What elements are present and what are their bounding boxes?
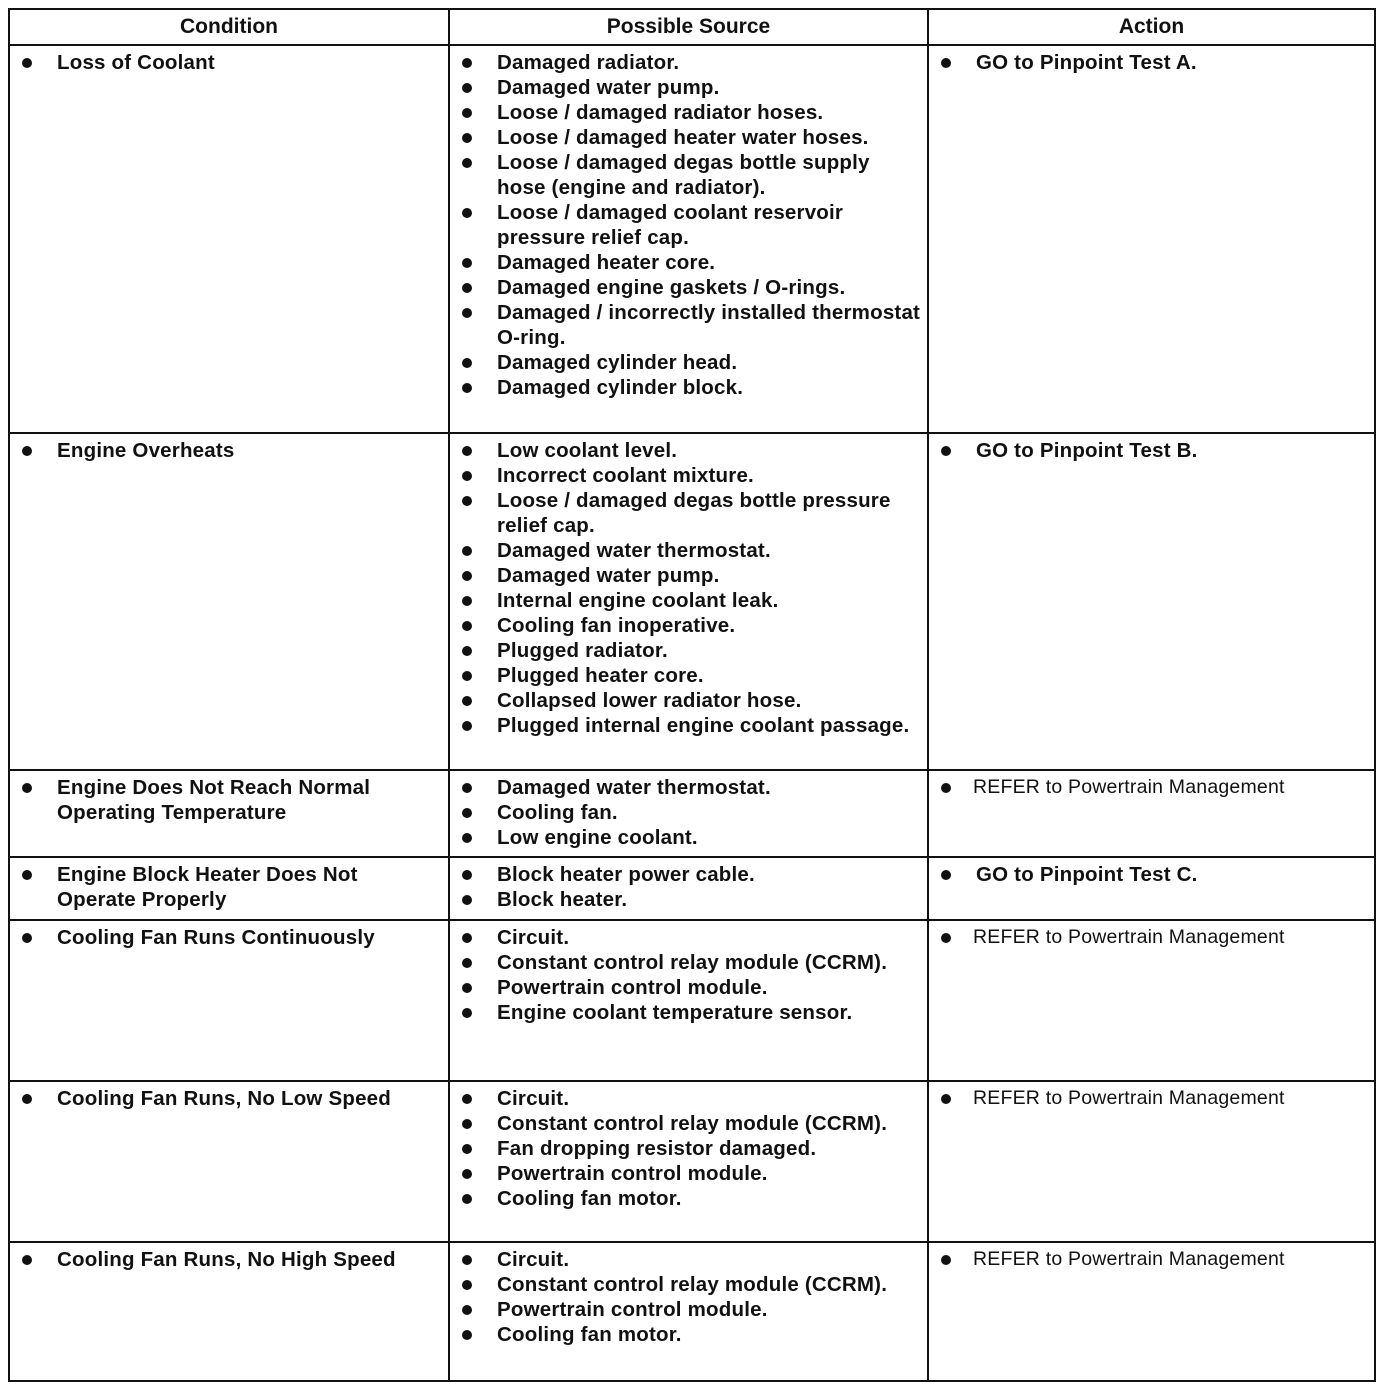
bullet-icon	[462, 1119, 472, 1129]
bullet-icon	[462, 870, 472, 880]
source-text: Cooling fan inoperative.	[497, 614, 736, 637]
bullet-icon	[462, 358, 472, 368]
bullet-icon	[22, 58, 32, 68]
table-row	[9, 1242, 1375, 1381]
action-text: REFER to Powertrain Management	[973, 776, 1285, 798]
source-list	[450, 1243, 927, 1347]
action-item	[929, 1247, 1368, 1272]
source-item	[450, 1297, 921, 1322]
condition-list	[10, 1243, 448, 1272]
condition-item	[10, 1086, 442, 1111]
bullet-icon	[462, 496, 472, 506]
action-cell	[928, 1242, 1375, 1381]
bullet-icon	[462, 158, 472, 168]
possible-source-cell	[449, 920, 928, 1081]
source-text: Damaged engine gaskets / O-rings.	[497, 276, 846, 299]
source-text: Block heater.	[497, 888, 628, 911]
action-item	[929, 775, 1368, 800]
table-row	[9, 770, 1375, 857]
bullet-icon	[462, 1094, 472, 1104]
action-cell	[928, 920, 1375, 1081]
bullet-icon	[462, 621, 472, 631]
action-column-header: Action	[928, 9, 1375, 45]
table-row	[9, 1081, 1375, 1242]
bullet-icon	[462, 1169, 472, 1179]
source-item	[450, 1186, 921, 1211]
source-text: Cooling fan motor.	[497, 1187, 682, 1210]
bullet-icon	[941, 783, 951, 793]
action-cell	[928, 857, 1375, 920]
source-item	[450, 375, 921, 400]
possible-source-cell	[449, 1242, 928, 1381]
possible-source-cell	[449, 45, 928, 433]
action-cell	[928, 1081, 1375, 1242]
action-list	[929, 858, 1374, 887]
action-cell	[928, 45, 1375, 433]
action-item	[929, 925, 1368, 950]
bullet-icon	[462, 721, 472, 731]
bullet-icon	[941, 58, 951, 68]
bullet-icon	[462, 383, 472, 393]
bullet-icon	[941, 870, 951, 880]
source-item	[450, 613, 921, 638]
action-cell	[928, 433, 1375, 770]
table-row	[9, 920, 1375, 1081]
action-list	[929, 1082, 1374, 1111]
source-text: Powertrain control module.	[497, 976, 768, 999]
source-text: Plugged radiator.	[497, 639, 668, 662]
bullet-icon	[462, 546, 472, 556]
action-text: REFER to Powertrain Management	[973, 1087, 1285, 1109]
table-row	[9, 857, 1375, 920]
action-text: REFER to Powertrain Management	[973, 926, 1285, 948]
bullet-icon	[941, 1094, 951, 1104]
condition-item	[10, 50, 442, 75]
source-text: Loose / damaged radiator hoses.	[497, 101, 824, 124]
bullet-icon	[22, 1094, 32, 1104]
bullet-icon	[941, 1255, 951, 1265]
source-text: Loose / damaged degas bottle supply hose (engine and radiator).	[497, 151, 870, 199]
source-item	[450, 638, 921, 663]
bullet-icon	[462, 58, 472, 68]
source-text: Loose / damaged degas bottle pressure relief cap.	[497, 489, 891, 537]
bullet-icon	[462, 1008, 472, 1018]
bullet-icon	[462, 258, 472, 268]
source-list	[450, 921, 927, 1025]
bullet-icon	[462, 696, 472, 706]
possible-source-cell	[449, 857, 928, 920]
source-list	[450, 858, 927, 912]
source-text: Fan dropping resistor damaged.	[497, 1137, 817, 1160]
condition-cell	[9, 45, 449, 433]
action-item	[929, 862, 1368, 887]
source-text: Damaged heater core.	[497, 251, 716, 274]
source-text: Constant control relay module (CCRM).	[497, 1273, 888, 1296]
bullet-icon	[462, 833, 472, 843]
source-item	[450, 200, 921, 250]
bullet-icon	[462, 1194, 472, 1204]
action-item	[929, 438, 1368, 463]
condition-cell	[9, 433, 449, 770]
bullet-icon	[462, 1144, 472, 1154]
source-text: Cooling fan motor.	[497, 1323, 682, 1346]
bullet-icon	[462, 1330, 472, 1340]
possible-source-cell	[449, 433, 928, 770]
source-list	[450, 771, 927, 850]
source-text: Damaged water thermostat.	[497, 776, 771, 799]
source-item	[450, 1272, 921, 1297]
possible-source-cell	[449, 1081, 928, 1242]
condition-item	[10, 1247, 442, 1272]
bullet-icon	[462, 1305, 472, 1315]
condition-cell	[9, 857, 449, 920]
bullet-icon	[22, 870, 32, 880]
action-list	[929, 1243, 1374, 1272]
source-list	[450, 46, 927, 400]
bullet-icon	[462, 783, 472, 793]
source-item	[450, 250, 921, 275]
source-item	[450, 125, 921, 150]
condition-item	[10, 775, 442, 825]
action-cell	[928, 770, 1375, 857]
source-item	[450, 150, 921, 200]
source-text: Circuit.	[497, 1248, 570, 1271]
source-item	[450, 775, 921, 800]
source-item	[450, 975, 921, 1000]
source-item	[450, 463, 921, 488]
bullet-icon	[22, 1255, 32, 1265]
source-item	[450, 300, 921, 350]
action-list	[929, 921, 1374, 950]
source-text: Collapsed lower radiator hose.	[497, 689, 802, 712]
condition-list	[10, 921, 448, 950]
action-text: GO to Pinpoint Test B.	[976, 439, 1198, 462]
bullet-icon	[462, 646, 472, 656]
source-item	[450, 588, 921, 613]
bullet-icon	[462, 471, 472, 481]
action-list	[929, 771, 1374, 800]
source-text: Damaged water pump.	[497, 76, 720, 99]
source-item	[450, 563, 921, 588]
source-item	[450, 75, 921, 100]
source-text: Block heater power cable.	[497, 863, 755, 886]
source-text: Incorrect coolant mixture.	[497, 464, 754, 487]
source-item	[450, 887, 921, 912]
source-text: Low engine coolant.	[497, 826, 698, 849]
bullet-icon	[462, 1280, 472, 1290]
source-item	[450, 488, 921, 538]
bullet-icon	[462, 671, 472, 681]
source-text: Constant control relay module (CCRM).	[497, 1112, 888, 1135]
bullet-icon	[462, 958, 472, 968]
source-item	[450, 50, 921, 75]
bullet-icon	[22, 933, 32, 943]
action-item	[929, 50, 1368, 75]
bullet-icon	[462, 596, 472, 606]
bullet-icon	[462, 1255, 472, 1265]
condition-list	[10, 46, 448, 75]
condition-text: Engine Does Not Reach Normal Operating Temperature	[57, 776, 371, 824]
bullet-icon	[462, 895, 472, 905]
bullet-icon	[462, 933, 472, 943]
bullet-icon	[462, 133, 472, 143]
source-text: Loose / damaged heater water hoses.	[497, 126, 869, 149]
source-item	[450, 1086, 921, 1111]
condition-item	[10, 925, 442, 950]
source-item	[450, 925, 921, 950]
source-item	[450, 663, 921, 688]
source-text: Damaged radiator.	[497, 51, 680, 74]
source-item	[450, 350, 921, 375]
condition-list	[10, 1082, 448, 1111]
bullet-icon	[462, 308, 472, 318]
bullet-icon	[462, 83, 472, 93]
action-list	[929, 46, 1374, 75]
possible-source-column-header: Possible Source	[449, 9, 928, 45]
bullet-icon	[22, 446, 32, 456]
source-text: Powertrain control module.	[497, 1162, 768, 1185]
bullet-icon	[462, 808, 472, 818]
condition-text: Cooling Fan Runs Continuously	[57, 926, 375, 949]
action-text: GO to Pinpoint Test A.	[976, 51, 1197, 74]
action-item	[929, 1086, 1368, 1111]
source-text: Damaged cylinder head.	[497, 351, 738, 374]
bullet-icon	[941, 446, 951, 456]
source-text: Circuit.	[497, 1087, 570, 1110]
source-list	[450, 1082, 927, 1211]
condition-text: Cooling Fan Runs, No Low Speed	[57, 1087, 391, 1110]
condition-cell	[9, 920, 449, 1081]
source-item	[450, 713, 921, 738]
action-text: GO to Pinpoint Test C.	[976, 863, 1198, 886]
source-item	[450, 1000, 921, 1025]
source-text: Low coolant level.	[497, 439, 678, 462]
condition-text: Engine Overheats	[57, 439, 235, 462]
source-item	[450, 1247, 921, 1272]
header-row	[9, 9, 1375, 45]
bullet-icon	[22, 783, 32, 793]
symptom-chart-table	[8, 8, 1376, 1382]
source-list	[450, 434, 927, 738]
source-text: Damaged water thermostat.	[497, 539, 771, 562]
condition-item	[10, 862, 442, 912]
source-item	[450, 950, 921, 975]
bullet-icon	[462, 108, 472, 118]
bullet-icon	[941, 933, 951, 943]
source-text: Damaged cylinder block.	[497, 376, 744, 399]
bullet-icon	[462, 446, 472, 456]
condition-list	[10, 858, 448, 912]
source-text: Powertrain control module.	[497, 1298, 768, 1321]
source-item	[450, 100, 921, 125]
condition-cell	[9, 1242, 449, 1381]
condition-cell	[9, 1081, 449, 1242]
source-text: Damaged / incorrectly installed thermostat O-ring.	[497, 301, 921, 349]
source-item	[450, 862, 921, 887]
source-text: Internal engine coolant leak.	[497, 589, 779, 612]
table-row	[9, 45, 1375, 433]
table-row	[9, 433, 1375, 770]
source-item	[450, 275, 921, 300]
source-item	[450, 800, 921, 825]
source-item	[450, 1322, 921, 1347]
source-item	[450, 688, 921, 713]
condition-column-header: Condition	[9, 9, 449, 45]
source-text: Engine coolant temperature sensor.	[497, 1001, 853, 1024]
condition-list	[10, 434, 448, 463]
source-item	[450, 1136, 921, 1161]
condition-text: Cooling Fan Runs, No High Speed	[57, 1248, 396, 1271]
action-text: REFER to Powertrain Management	[973, 1248, 1285, 1270]
source-item	[450, 438, 921, 463]
source-text: Plugged internal engine coolant passage.	[497, 714, 910, 737]
source-item	[450, 1161, 921, 1186]
table-body	[9, 45, 1375, 1381]
possible-source-cell	[449, 770, 928, 857]
condition-item	[10, 438, 442, 463]
action-list	[929, 434, 1374, 463]
condition-cell	[9, 770, 449, 857]
source-item	[450, 538, 921, 563]
source-text: Cooling fan.	[497, 801, 618, 824]
condition-text: Loss of Coolant	[57, 51, 215, 74]
condition-text: Engine Block Heater Does Not Operate Properly	[57, 863, 358, 911]
source-item	[450, 825, 921, 850]
condition-list	[10, 771, 448, 825]
source-text: Plugged heater core.	[497, 664, 704, 687]
source-text: Constant control relay module (CCRM).	[497, 951, 888, 974]
source-text: Loose / damaged coolant reservoir pressure relief cap.	[497, 201, 844, 249]
bullet-icon	[462, 571, 472, 581]
bullet-icon	[462, 983, 472, 993]
bullet-icon	[462, 208, 472, 218]
bullet-icon	[462, 283, 472, 293]
source-item	[450, 1111, 921, 1136]
source-text: Damaged water pump.	[497, 564, 720, 587]
source-text: Circuit.	[497, 926, 570, 949]
